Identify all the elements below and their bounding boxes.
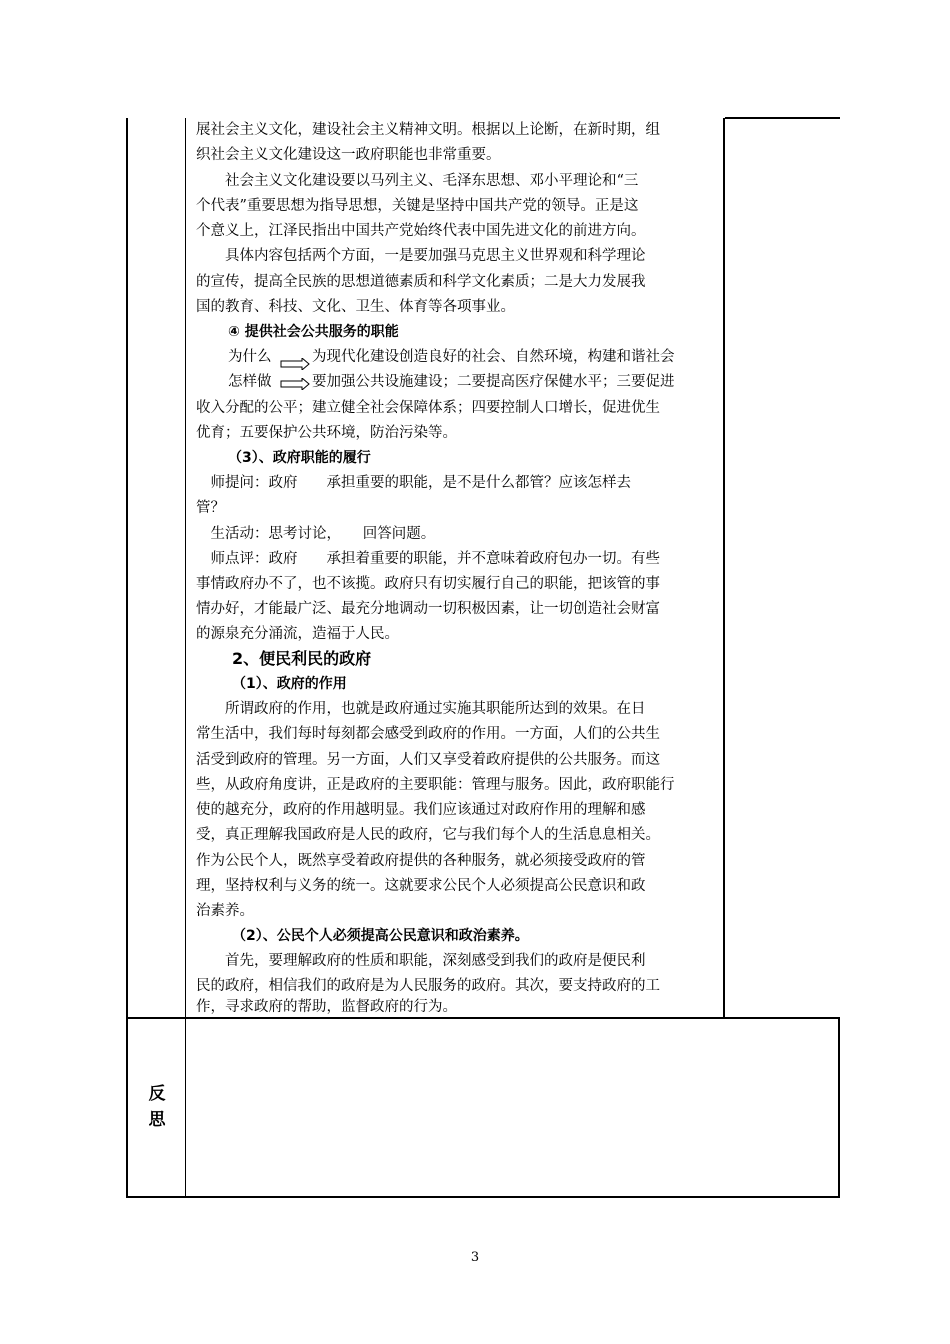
body-line: 国的教育、科技、文化、卫生、体育等各项事业。: [196, 299, 515, 315]
body-line: 个意义上，江泽民指出中国共产党始终代表中国先进文化的前进方向。: [196, 223, 646, 239]
section-heading: 2、便民利民的政府: [232, 649, 372, 668]
table-border-right: [838, 1017, 840, 1198]
body-line: 作，寻求政府的帮助，监督政府的行为。: [196, 999, 457, 1015]
arrow-right-icon: [280, 378, 310, 390]
body-line: 所谓政府的作用，也就是政府通过实施其职能所达到的效果。在日: [196, 701, 646, 717]
how-text: 要加强公共设施建设；二要提高医疗保健水平；三要促进: [312, 374, 675, 390]
table-border-left: [126, 118, 128, 1198]
table-divider-col1: [185, 118, 186, 1198]
how-label: 怎样做: [228, 374, 272, 390]
subheading-civic-awareness: （2）、公民个人必须提高公民意识和政治素养。: [232, 928, 529, 944]
table-divider-col2: [723, 118, 725, 1018]
body-line: 优育；五要保护公共环境，防治污染等。: [196, 425, 457, 441]
why-text: 为现代化建设创造良好的社会、自然环境，构建和谐社会: [312, 349, 675, 365]
table-border-bottom: [126, 1196, 840, 1198]
teacher-question: 师提问：政府 承担重要的职能，是不是什么都管？应该怎样去: [196, 475, 631, 491]
body-line: 理，坚持权利与义务的统一。这就要求公民个人必须提高公民意识和政: [196, 878, 646, 894]
body-line: 管？: [196, 500, 225, 516]
reflection-label: 反: [148, 1084, 166, 1104]
body-line: 作为公民个人，既然享受着政府提供的各种服务，就必须接受政府的管: [196, 853, 646, 869]
page-number: 3: [470, 1250, 480, 1265]
body-line: 的宣传，提高全民族的思想道德素质和科学文化素质；二是大力发展我: [196, 274, 646, 290]
body-line: 具体内容包括两个方面，一是要加强马克思主义世界观和科学理论: [196, 248, 646, 264]
body-line: 个代表”重要思想为指导思想，关键是坚持中国共产党的领导。正是这: [196, 198, 639, 214]
body-line: 的源泉充分涌流，造福于人民。: [196, 626, 399, 642]
body-line: 活受到政府的管理。另一方面，人们又享受着政府提供的公共服务。而这: [196, 752, 660, 768]
body-line: 民的政府，相信我们的政府是为人民服务的政府。其次，要支持政府的工: [196, 978, 660, 994]
heading-function-performance: （3）、政府职能的履行: [228, 450, 371, 466]
body-line: 社会主义文化建设要以马列主义、毛泽东思想、邓小平理论和“三: [196, 173, 639, 189]
reflection-label: 思: [148, 1110, 166, 1130]
student-activity: 生活动：思考讨论， 回答问题。: [196, 526, 436, 542]
body-line: 织社会主义文化建设这一政府职能也非常重要。: [196, 147, 501, 163]
body-line: 首先，要理解政府的性质和职能，深刻感受到我们的政府是便民利: [196, 953, 646, 969]
body-line: 展社会主义文化，建设社会主义精神文明。根据以上论断，在新时期，组: [196, 122, 660, 138]
arrow-right-icon: [280, 358, 310, 370]
body-line: 收入分配的公平；建立健全社会保障体系；四要控制人口增长，促进优生: [196, 400, 660, 416]
subheading-gov-role: （1）、政府的作用: [232, 676, 347, 692]
heading-public-service: ④ 提供社会公共服务的职能: [228, 324, 399, 340]
body-line: 受，真正理解我国政府是人民的政府，它与我们每个人的生活息息相关。: [196, 827, 660, 843]
table-border-top-right: [725, 117, 840, 119]
body-line: 使的越充分，政府的作用越明显。我们应该通过对政府作用的理解和感: [196, 802, 646, 818]
body-line: 事情政府办不了，也不该揽。政府只有切实履行自己的职能，把该管的事: [196, 576, 660, 592]
body-line: 常生活中，我们每时每刻都会感受到政府的作用。一方面，人们的公共生: [196, 726, 660, 742]
teacher-comment: 师点评：政府 承担着重要的职能，并不意味着政府包办一切。有些: [196, 551, 660, 567]
body-line: 情办好，才能最广泛、最充分地调动一切积极因素，让一切创造社会财富: [196, 601, 660, 617]
body-line: 治素养。: [196, 903, 254, 919]
why-label: 为什么: [228, 349, 272, 365]
body-line: 些，从政府角度讲，正是政府的主要职能：管理与服务。因此，政府职能行: [196, 777, 675, 793]
